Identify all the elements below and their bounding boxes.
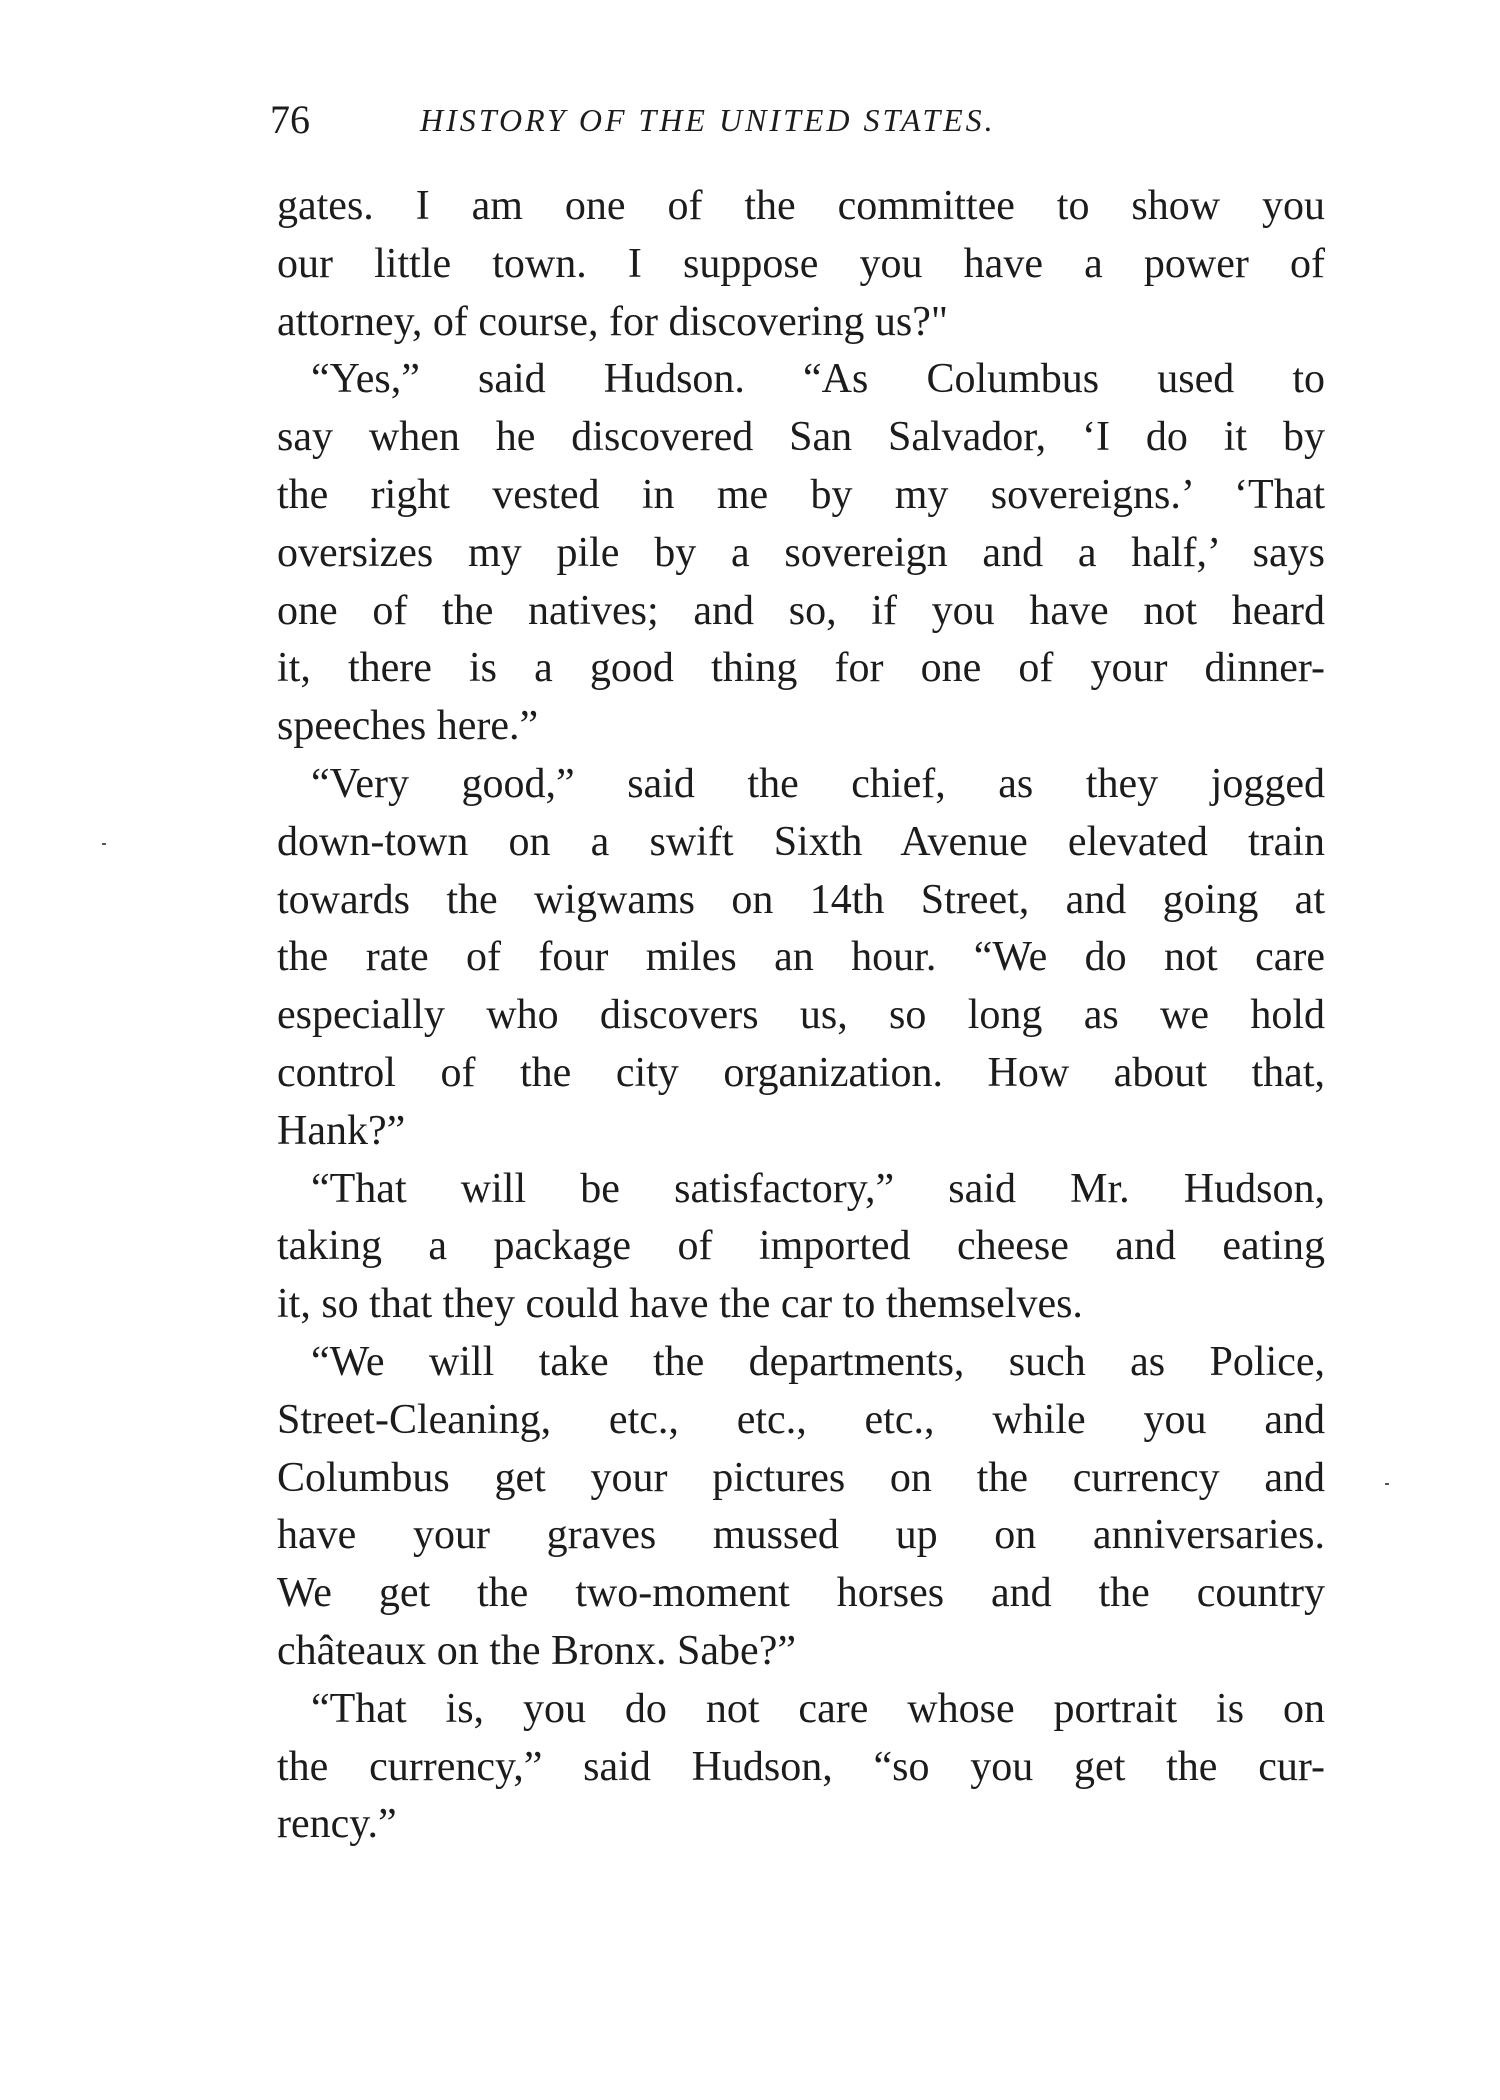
text-line: it, so that they could have the car to themselves. xyxy=(277,1281,1083,1328)
text-line: the right vested in me by my sovereigns.’ ‘That xyxy=(277,471,1325,518)
text-line: it, there is a good thing for one of your dinner- xyxy=(277,645,1325,692)
text-line: the currency,” said Hudson, “so you get the cur- xyxy=(277,1743,1325,1790)
text-line: towards the wigwams on 14th Street, and going at xyxy=(277,876,1325,923)
text-line: “Yes,” said Hudson. “As Columbus used to xyxy=(311,356,1325,403)
text-line: our little town. I suppose you have a power of xyxy=(277,240,1325,287)
text-line: gates. I am one of the committee to show you xyxy=(277,183,1325,229)
text-line: say when he discovered San Salvador, ‘I do it by xyxy=(277,414,1325,461)
text-line: “We will take the departments, such as Police, xyxy=(311,1338,1325,1385)
text-line: rency.” xyxy=(277,1801,397,1848)
text-line: attorney, of course, for discovering us?" xyxy=(277,298,949,345)
text-line: Street-Cleaning, etc., etc., etc., while you and xyxy=(277,1396,1325,1443)
text-line: control of the city organization. How about that, xyxy=(277,1049,1325,1096)
text-line: have your graves mussed up on anniversaries. xyxy=(277,1512,1325,1559)
scan-speck xyxy=(102,843,106,845)
running-title: HISTORY OF THE UNITED STATES. xyxy=(420,102,996,138)
text-line: “That will be satisfactory,” said Mr. Hudson, xyxy=(311,1165,1325,1212)
text-line: taking a package of imported cheese and eating xyxy=(277,1223,1325,1270)
text-line: châteaux on the Bronx. Sabe?” xyxy=(277,1627,796,1674)
text-line: Columbus get your pictures on the currency and xyxy=(277,1454,1325,1501)
text-line: oversizes my pile by a sovereign and a half,’ says xyxy=(277,529,1325,576)
text-line: “Very good,” said the chief, as they jogged xyxy=(311,760,1325,807)
text-line: especially who discovers us, so long as we hold xyxy=(277,992,1325,1039)
text-line: down-town on a swift Sixth Avenue elevated train xyxy=(277,818,1325,865)
scan-speck xyxy=(1385,1483,1389,1485)
running-head xyxy=(270,95,1330,145)
text-line: We get the two-moment horses and the country xyxy=(277,1570,1325,1617)
text-line: the rate of four miles an hour. “We do not care xyxy=(277,934,1325,981)
page-number: 76 xyxy=(270,97,310,142)
body-text xyxy=(277,178,1325,1854)
text-line: Hank?” xyxy=(277,1107,406,1154)
text-line: speeches here.” xyxy=(277,703,539,750)
text-line: “That is, you do not care whose portrait is on xyxy=(311,1685,1325,1732)
text-line: one of the natives; and so, if you have not heard xyxy=(277,587,1325,634)
